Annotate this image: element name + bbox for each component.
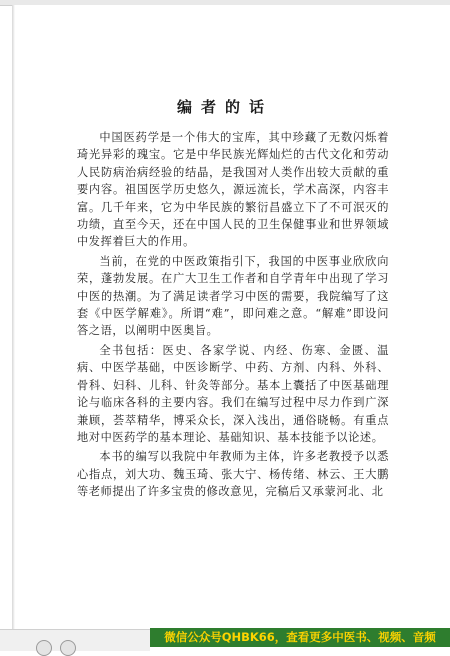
paragraph-4: 本书的编写以我院中年教师为主体，许多老教授予以悉心指点，刘大功、魏玉琦、张大宁、杨传绪、林云、王大鹏等老师提出了许多宝贵的修改意见，完稿后又承蒙河北、北 (77, 450, 389, 499)
page-forward-icon[interactable] (60, 640, 76, 656)
page-title: 编者的话 (176, 98, 273, 116)
paragraph-2: 当前，在党的中医政策指引下，我国的中医事业欣欣向荣，蓬勃发展。在广大卫生工作者和自学青年中出现了学习中医的热潮。为了满足读者学习中医的需要，我院编写了这套《中医学解难》。所谓“难”，即问难之意。“解难”即设问答之语，以阐明中医奥旨。 (77, 254, 389, 338)
page-back-icon[interactable] (36, 640, 52, 656)
paragraph-1: 中国医药学是一个伟大的宝库，其中珍藏了无数闪烁着琦光异彩的瑰宝。它是中华民族光辉灿烂的古代文化和劳动人民防病治病经验的结晶，是我国对人类作出较大贡献的重要内容。祖国医学历史悠久，源远流长，学术高深，内容丰富。几千年来，它为中华民族的繁衍昌盛立下了不可泯灭的功绩，直至今天，还在中国人民的卫生保健事业和世界领域中发挥着巨大的作用。 (77, 131, 389, 249)
paragraph-3: 全书包括：医史、各家学说、内经、伤寒、金匮、温病、中医学基础，中医诊断学、中药、方剂、内科、外科、骨科、妇科、儿科、针灸等部分。基本上囊括了中医基础理论与临床各科的主要内容。我们在编写过程中尽力作到广深兼顾，荟萃精华，博采众长，深入浅出，通俗晓畅。有重点地对中医药学的基本理论、基础知识、基本技能予以论述。 (77, 343, 389, 444)
watermark-banner: 微信公众号QHBK66，查看更多中医书、视频、音频 (150, 628, 450, 647)
document-body (77, 129, 389, 503)
